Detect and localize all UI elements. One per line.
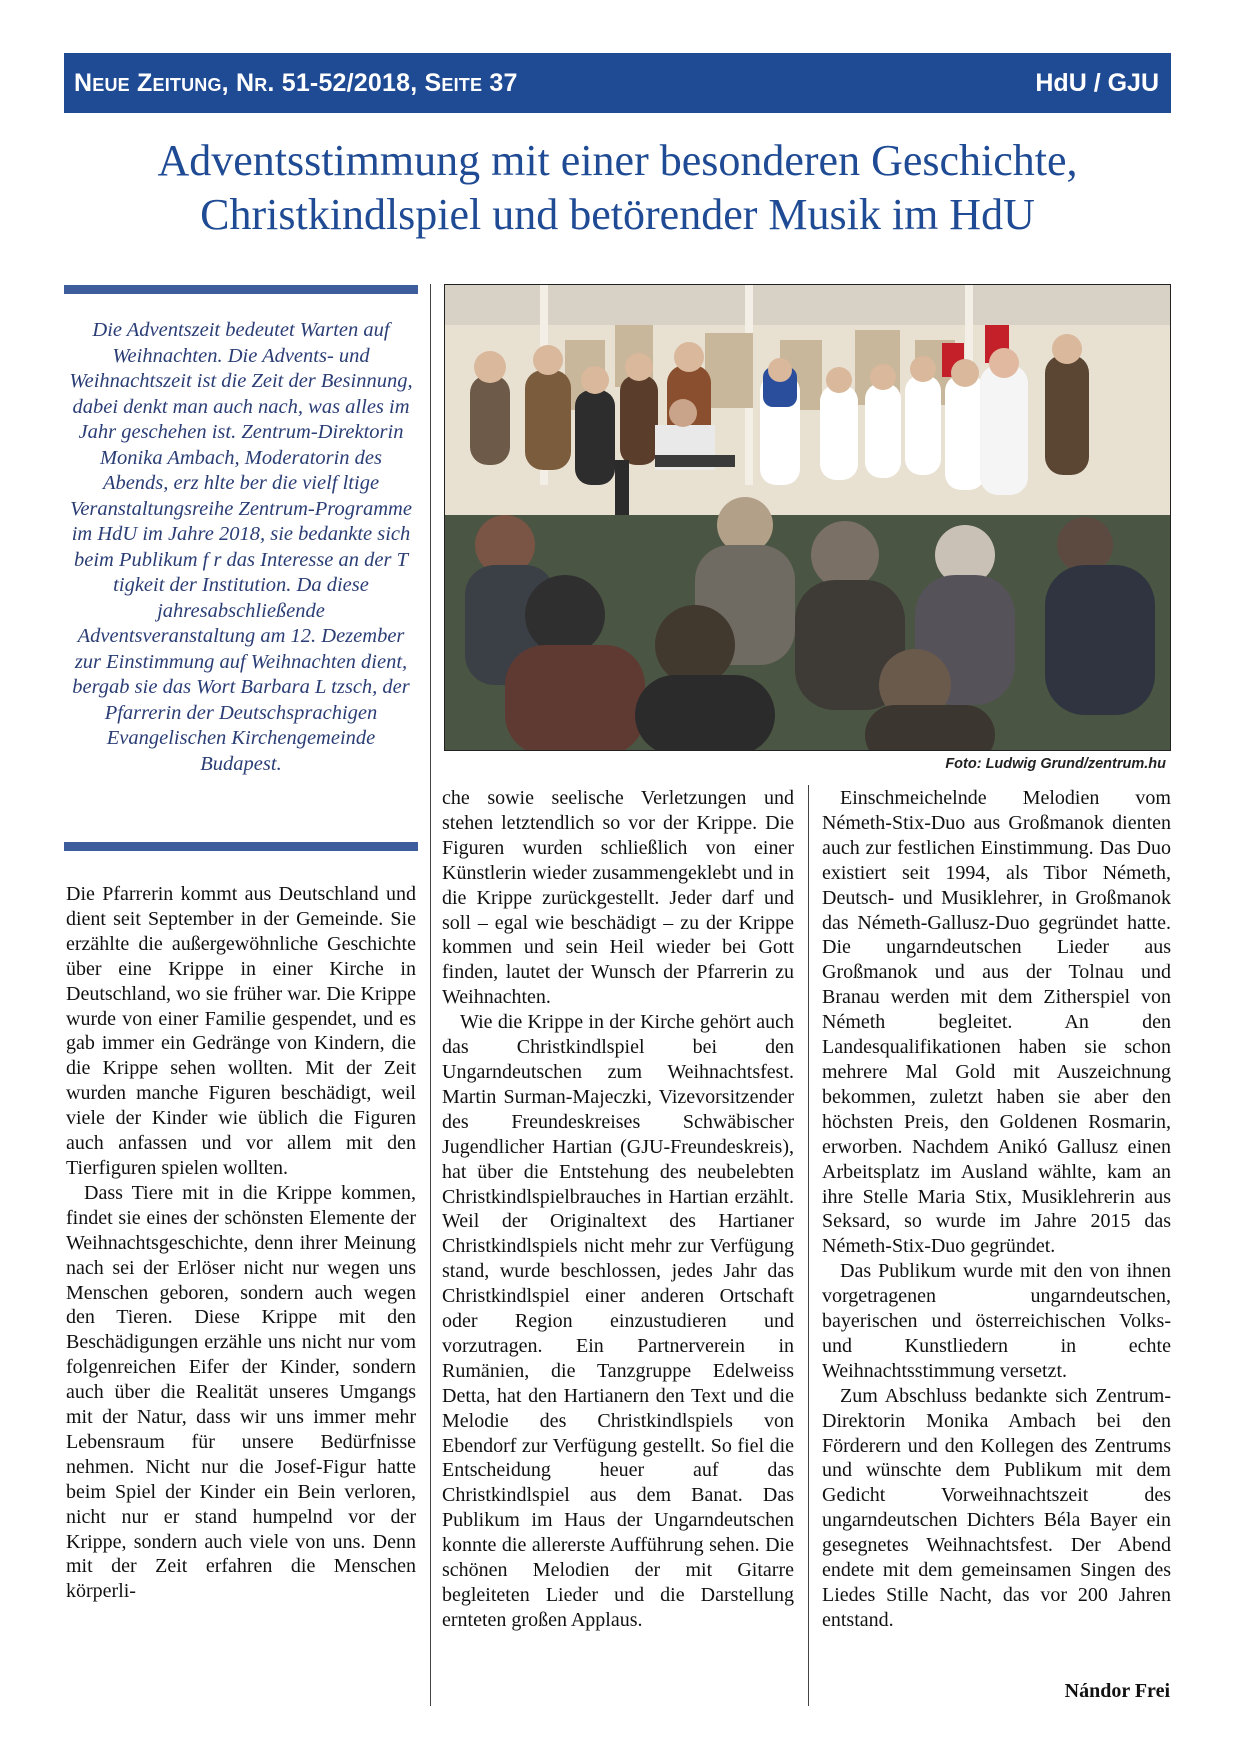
publication-info: Neue Zeitung, Nr. 51-52/2018, Seite 37 xyxy=(74,68,518,97)
section-label: HdU / GJU xyxy=(1035,68,1159,97)
title-line-1: Adventsstimmung mit einer besonderen Geschichte, xyxy=(157,136,1078,185)
lead-paragraph: Die Adventszeit bedeutet Warten auf Weihnachten. Die Advents- und Weihnachtszeit ist die Zeit der Besinnung, dabei denkt man auch nach, was alles im Jahr geschehen ist. Zentrum-Direktorin Monika Ambach, Moderatorin des Abends, erz hlte ber die vielf ltige Veranstaltungsreihe Zentrum-Programme im HdU im Jahre 2018, sie bedankte sich beim Publikum f r das Interesse an der T tigkeit der Institution. Da diese jahresabschließende Adventsveranstaltung am 12. Dezember zur Einstimmung auf Weihnachten dient, bergab sie das Wort Barbara L tzsch, der Pfarrerin der Deutschsprachigen Evangelischen Kirchengemeinde Budapest. xyxy=(69,319,413,775)
text-column-2 xyxy=(442,786,794,1633)
article-title xyxy=(64,134,1171,242)
event-photo xyxy=(444,284,1171,751)
paragraph: che sowie seelische Verletzungen und stehen letztendlich so vor der Krippe. Die Figuren wurden schließlich von einer Künstlerin wieder zusammengeklebt und in die Krippe zurückgestellt. Jeder darf und soll – egal wie beschädigt – zu der Krippe kommen und sein Heil wieder bei Gott finden, lautet der Wunsch der Pfarrerin zu Weihnachten. xyxy=(442,787,794,1009)
column-divider-left xyxy=(430,284,431,1706)
author-byline: Nándor Frei xyxy=(1064,1680,1170,1702)
paragraph: Zum Abschluss bedankte sich Zentrum-Direktorin Monika Ambach bei den Förderern und den Kollegen des Zentrums und wünschte dem Publikum mit dem Gedicht Vorweihnachtszeit des ungarndeutschen Dichters Béla Bayer ein gesegnetes Weihnachtsfest. Der Abend endete mit dem gemeinsamen Singen des Liedes Stille Nacht, das vor 200 Jahren entstand. xyxy=(822,1384,1171,1631)
text-column-3 xyxy=(822,786,1171,1633)
page-header-bar xyxy=(64,53,1171,113)
paragraph: Dass Tiere mit in die Krippe kommen, findet sie eines der schönsten Elemente der Weihnachtsgeschichte, denn ihrer Meinung nach sei der Erlöser nicht nur wegen uns Menschen geboren, sondern auch wegen den Tieren. Diese Krippe mit den Beschädigungen erzähle uns nicht nur vom folgenreichen Eifer der Kinder, sondern auch über die Realität unseres Umgangs mit der Natur, dass wir uns immer mehr Lebensraum für unsere Bedürfnisse nehmen. Nicht nur die Josef-Figur hatte beim Spiel der Kinder ein Bein verloren, nicht nur er stand humpelnd vor der Krippe, sondern auch viele von uns. Denn mit der Zeit erfahren die Menschen körperli- xyxy=(66,1181,416,1603)
paragraph: Die Pfarrerin kommt aus Deutschland und dient seit September in der Gemeinde. Sie erzählte die außergewöhnliche Geschichte über eine Krippe in einer Kirche in Deutschland, wo sie früher war. Die Krippe wurde von einer Familie gespendet, und es gab immer ein Gedränge von Kindern, die die Krippe sehen wollten. Mit der Zeit wurden manche Figuren beschädigt, weil viele der Kinder wie üblich die Figuren auch anfassen und vor allem mit den Tierfiguren spielen wollten. xyxy=(66,883,416,1179)
text-column-1 xyxy=(66,882,416,1604)
event-photo-illustration xyxy=(445,285,1171,751)
paragraph: Einschmeichelnde Melodien vom Németh-Stix-Duo aus Großmanok dienten auch zur festlichen Einstimmung. Das Duo existiert seit 1994, als Tibor Németh, Deutsch- und Musiklehrer, in Großmanok das Németh-Gallusz-Duo gegründet hatte. Die ungarndeutschen Lieder aus Großmanok und aus der Tolnau und Branau werden mit dem Zitherspiel von Németh begleitet. An den Landesqualifikationen haben sie schon mehrere Mal Gold mit Auszeichnung bekommen, zuletzt haben sie aber den höchsten Preis, den Goldenen Rosmarin, erworben. Nachdem Anikó Gallusz einen Arbeitsplatz im Ausland wählte, kam an ihre Stelle Maria Stix, Musiklehrerin aus Seksard, so wurde im Jahre 2015 das Németh-Stix-Duo gegründet. xyxy=(822,787,1171,1258)
paragraph: Das Publikum wurde mit den von ihnen vorgetragenen ungarndeutschen, bayerischen und österreichischen Volks- und Kunstliedern in echte Weihnachtsstimmung versetzt. xyxy=(822,1260,1171,1382)
column-divider-right xyxy=(808,785,809,1706)
paragraph: Wie die Krippe in der Kirche gehört auch das Christkindlspiel bei den Ungarndeutschen zum Weihnachtsfest. Martin Surman-Majeczki, Vizevorsitzender des Freundeskreises Schwäbischer Jugendlicher Hartian (GJU-Freundeskreis), hat über die Entstehung des neubelebten Christkindlspielbrauches in Hartian erzählt. Weil der Originaltext des Hartianer Christkindlspiels nicht mehr zur Verfügung stand, wurde beschlossen, jedes Jahr das Christkindlspiel einer anderen Ortschaft oder Region einzustudieren und vorzutragen. Ein Partnerverein in Rumänien, die Tanzgruppe Edelweiss Detta, hat den Hartianern den Text und die Melodie des Christkindlspiels von Ebendorf zur Verfügung gestellt. So fiel die Entscheidung heuer auf das Christkindlspiel aus dem Banat. Das Publikum im Haus der Ungarndeutschen konnte die allererste Aufführung sehen. Die schönen Melodien der mit Gitarre begleiteten Lieder und die Darstellung ernteten großen Applaus. xyxy=(442,1011,794,1631)
photo-credit: Foto: Ludwig Grund/zentrum.hu xyxy=(945,756,1166,772)
lead-rule-bottom xyxy=(64,842,418,851)
lead-rule-top xyxy=(64,285,418,294)
title-line-2: Christkindlspiel und betörender Musik im HdU xyxy=(200,190,1035,239)
